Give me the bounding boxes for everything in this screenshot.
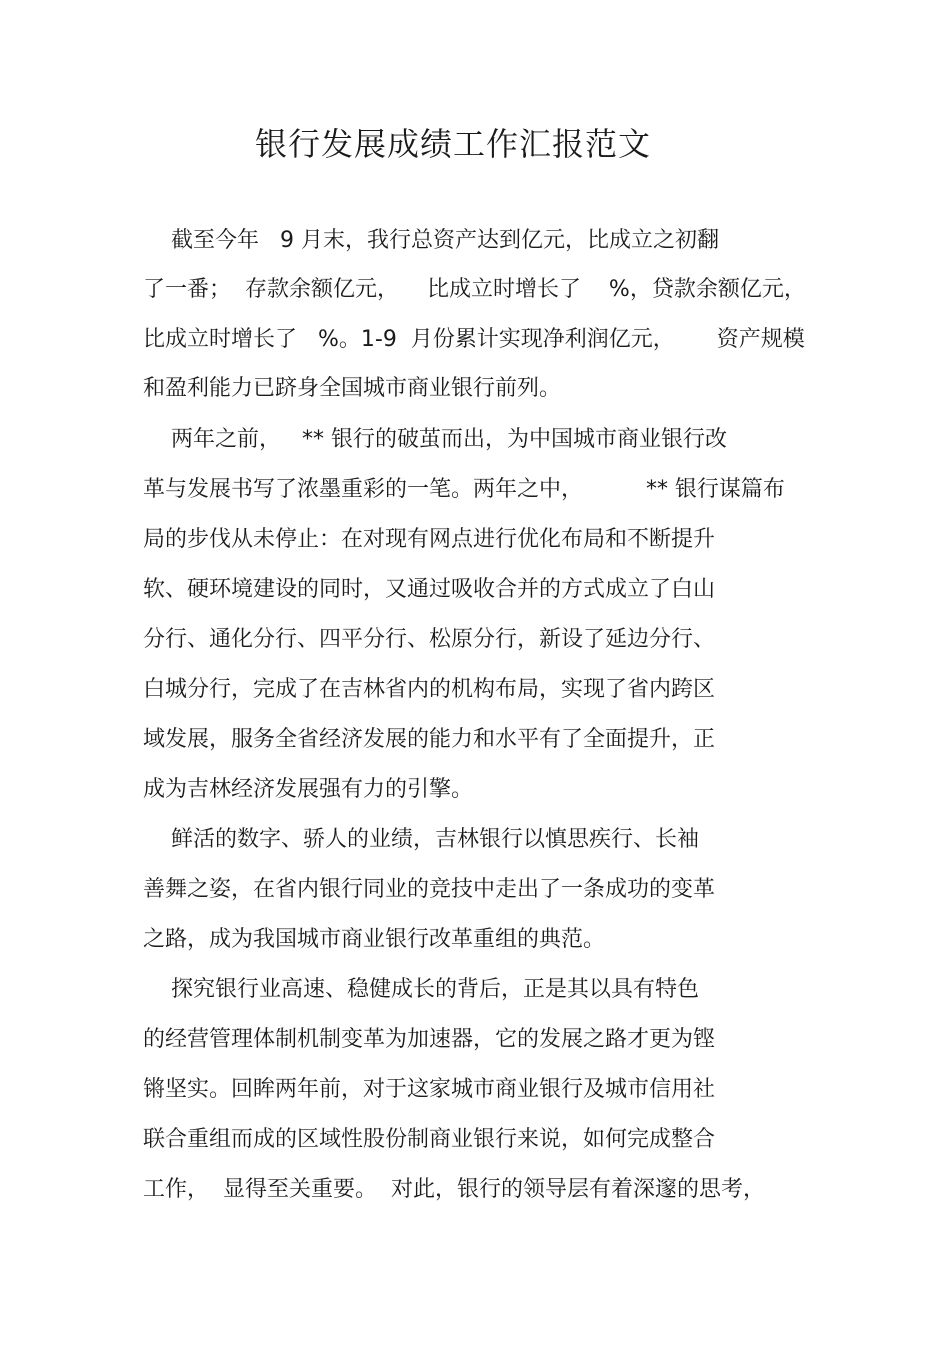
- paragraph-1-line-1: 截至今年 9 月末，我行总资产达到亿元，比成立之初翻: [143, 228, 719, 253]
- paragraph-2-line-5: 分行、通化分行、四平分行、松原分行，新设了延边分行、: [143, 627, 716, 652]
- paragraph-4-line-5: 工作， 显得至关重要。 对此，银行的领导层有着深邃的思考，: [143, 1177, 765, 1202]
- document-title: 银行发展成绩工作汇报范文: [254, 125, 651, 163]
- paragraph-1-line-3: 比成立时增长了 %。1-9 月份累计实现净利润亿元， 资产规模: [143, 327, 805, 352]
- paragraph-2-line-1: 两年之前， ** 银行的破茧而出，为中国城市商业银行改: [143, 427, 727, 452]
- paragraph-2-line-4: 软、硬环境建设的同时，又通过吸收合并的方式成立了白山: [143, 577, 716, 602]
- paragraph-4-line-4: 联合重组而成的区域性股份制商业银行来说，如何完成整合: [143, 1127, 716, 1152]
- paragraph-2-line-7: 域发展，服务全省经济发展的能力和水平有了全面提升，正: [143, 727, 716, 752]
- paragraph-2-line-2: 革与发展书写了浓墨重彩的一笔。两年之中， ** 银行谋篇布: [143, 477, 785, 502]
- paragraph-3-line-2: 善舞之姿，在省内银行同业的竞技中走出了一条成功的变革: [143, 877, 716, 902]
- paragraph-1-line-2: 了一番； 存款余额亿元， 比成立时增长了 %，贷款余额亿元，: [143, 277, 806, 302]
- paragraph-4-line-2: 的经营管理体制机制变革为加速器，它的发展之路才更为铿: [143, 1027, 716, 1052]
- paragraph-3-line-3: 之路，成为我国城市商业银行改革重组的典范。: [143, 927, 606, 952]
- paragraph-2-line-6: 白城分行，完成了在吉林省内的机构布局，实现了省内跨区: [143, 677, 716, 702]
- paragraph-4-line-1: 探究银行业高速、稳健成长的背后，正是其以具有特色: [143, 977, 699, 1002]
- paragraph-4-line-3: 锵坚实。回眸两年前，对于这家城市商业银行及城市信用社: [143, 1077, 716, 1102]
- paragraph-2-line-8: 成为吉林经济发展强有力的引擎。: [143, 777, 474, 802]
- paragraph-2-line-3: 局的步伐从未停止：在对现有网点进行优化布局和不断提升: [143, 527, 716, 552]
- paragraph-3-line-1: 鲜活的数字、骄人的业绩，吉林银行以慎思疾行、长袖: [143, 827, 699, 852]
- paragraph-1-line-4: 和盈利能力已跻身全国城市商业银行前列。: [143, 376, 562, 401]
